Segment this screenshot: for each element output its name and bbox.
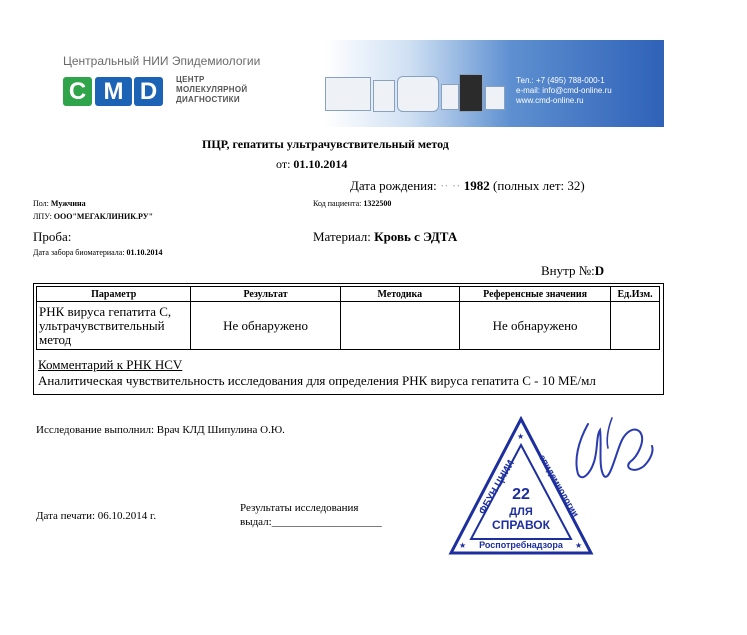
star-icon: ★ bbox=[517, 432, 525, 441]
age-text: (полных лет: 32) bbox=[493, 178, 585, 193]
sex-value: Мужчина bbox=[50, 199, 86, 208]
table-row bbox=[37, 302, 660, 350]
star-icon: ★ bbox=[575, 541, 583, 550]
comment-title: Комментарий к РНК HCV bbox=[38, 357, 183, 372]
sample-label: Проба: bbox=[33, 229, 72, 244]
lab-device-icon bbox=[325, 77, 371, 111]
patient-sex bbox=[33, 199, 86, 208]
header-parameter: Параметр bbox=[37, 287, 191, 302]
birth-label: Дата рождения: bbox=[350, 178, 437, 193]
lpu-value: ООО"МЕГАКЛИНИК.РУ" bbox=[53, 212, 154, 221]
lpu-label: ЛПУ: bbox=[33, 212, 52, 221]
cell-result: Не обнаружено bbox=[191, 302, 340, 350]
issued-line-2: выдал:____________________ bbox=[240, 516, 382, 528]
material bbox=[313, 229, 457, 245]
center-name bbox=[176, 75, 247, 105]
date-label: от: bbox=[276, 157, 291, 171]
lpu bbox=[33, 212, 153, 221]
internal-value: D bbox=[594, 263, 605, 278]
logo-letter-d: D bbox=[134, 77, 163, 106]
signature-icon bbox=[568, 412, 658, 492]
cell-parameter: РНК вируса гепатита С, ультрачувствительный метод bbox=[37, 302, 191, 350]
stamp-left-text: ФБУН ЦНИИ bbox=[477, 458, 517, 517]
patient-code-label: Код пациента: bbox=[313, 199, 362, 208]
birth-year: 1982 bbox=[463, 178, 490, 193]
birth-date bbox=[350, 178, 585, 194]
header-method: Методика bbox=[340, 287, 459, 302]
stamp-number: 22 bbox=[512, 486, 530, 503]
contact-website: www.cmd-online.ru bbox=[516, 96, 584, 105]
stamp-bottom-text: Роспотребнадзора bbox=[479, 540, 563, 550]
contact-phone: Тел.: +7 (495) 788-000-1 bbox=[516, 76, 605, 85]
sex-label: Пол: bbox=[33, 199, 49, 208]
results-table bbox=[36, 286, 660, 350]
lab-device-icon bbox=[485, 86, 505, 110]
date-value: 01.10.2014 bbox=[293, 157, 348, 171]
center-name-line-2: МОЛЕКУЛЯРНОЙ bbox=[176, 85, 248, 94]
birth-masked: ·· ·· bbox=[439, 178, 461, 193]
issued-line-1: Результаты исследования bbox=[240, 502, 359, 514]
collection-date bbox=[33, 248, 163, 257]
internal-label: Внутр №: bbox=[541, 263, 595, 278]
internal-number bbox=[541, 263, 604, 279]
collection-value: 01.10.2014 bbox=[126, 248, 163, 257]
cell-unit bbox=[611, 302, 660, 350]
performed-by: Исследование выполнил: Врач КЛД Шипулина О.Ю. bbox=[36, 424, 285, 436]
patient-code-value: 1322500 bbox=[363, 199, 392, 208]
center-name-line-1: ЦЕНТР bbox=[176, 75, 205, 84]
lab-device-icon bbox=[459, 74, 483, 112]
center-name-line-3: ДИАГНОСТИКИ bbox=[176, 95, 240, 104]
lab-device-icon bbox=[397, 76, 439, 112]
logo-letter-c: C bbox=[63, 77, 92, 106]
cell-method bbox=[340, 302, 459, 350]
header-unit: Ед.Изм. bbox=[611, 287, 660, 302]
logo-letter-m: M bbox=[95, 77, 132, 106]
cell-reference: Не обнаружено bbox=[460, 302, 611, 350]
lab-device-icon bbox=[441, 84, 459, 110]
table-header-row bbox=[37, 287, 660, 302]
header-reference: Референсные значения bbox=[460, 287, 611, 302]
header-banner bbox=[33, 40, 664, 127]
collection-label: Дата забора биоматериала: bbox=[33, 248, 125, 257]
comment-text: Аналитическая чувствительность исследования для определения РНК вируса гепатита С - 10 МЕ/мл bbox=[38, 373, 596, 388]
document-date bbox=[276, 157, 347, 172]
lab-device-icon bbox=[373, 80, 395, 112]
stamp-line-2: ДЛЯ bbox=[509, 506, 533, 518]
document-title: ПЦР, гепатиты ультрачувствительный метод bbox=[202, 137, 449, 151]
patient-code bbox=[313, 199, 391, 208]
institute-name: Центральный НИИ Эпидемиологии bbox=[63, 54, 261, 68]
material-value: Кровь с ЭДТА bbox=[374, 229, 458, 244]
stamp-right-text: эпидемиологии bbox=[537, 453, 581, 519]
contact-email: e-mail: info@cmd-online.ru bbox=[516, 86, 612, 95]
contacts bbox=[516, 76, 612, 106]
stamp-line-3: СПРАВОК bbox=[492, 518, 550, 532]
issued-by bbox=[240, 501, 382, 529]
header-result: Результат bbox=[191, 287, 340, 302]
star-icon: ★ bbox=[459, 541, 467, 550]
material-label: Материал: bbox=[313, 229, 371, 244]
print-date: Дата печати: 06.10.2014 г. bbox=[36, 510, 157, 522]
